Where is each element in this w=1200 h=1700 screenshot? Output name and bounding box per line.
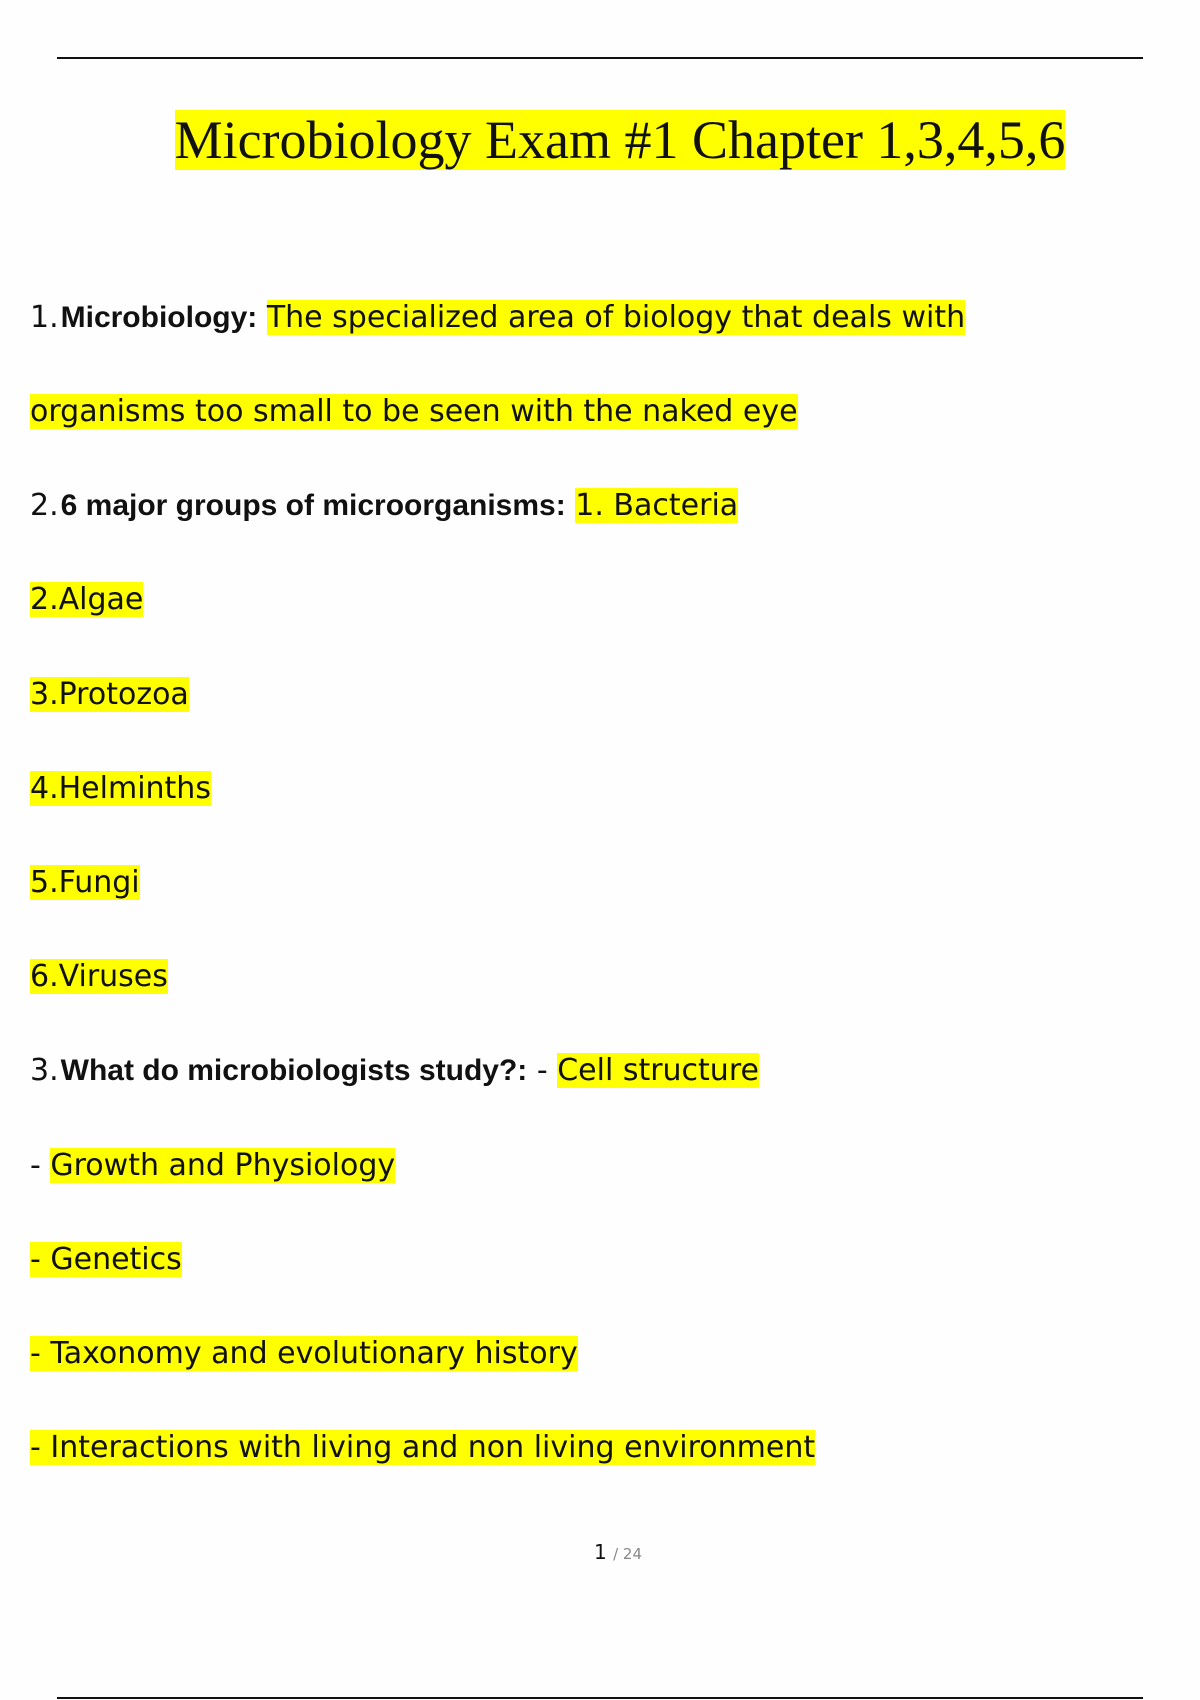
list-item: 5.Fungi bbox=[30, 865, 140, 900]
question-1 bbox=[30, 298, 965, 338]
question-number: 1. bbox=[30, 300, 59, 335]
list-item: - Genetics bbox=[30, 1242, 182, 1277]
answer-text: 1. Bacteria bbox=[575, 488, 739, 523]
top-rule bbox=[57, 57, 1143, 59]
question-term: Microbiology: bbox=[60, 301, 258, 334]
answer-continuation bbox=[30, 392, 798, 432]
page-number bbox=[0, 1540, 1200, 1564]
list-item: - Interactions with living and non living environment bbox=[30, 1430, 816, 1465]
page-title: Microbiology Exam #1 Chapter 1,3,4,5,6 bbox=[174, 110, 1066, 170]
bottom-rule bbox=[57, 1697, 1143, 1699]
question-2 bbox=[30, 486, 738, 526]
list-item: - Taxonomy and evolutionary history bbox=[30, 1336, 578, 1371]
list-item: 3.Protozoa bbox=[30, 677, 189, 712]
answer-text: The specialized area of biology that deals with bbox=[266, 300, 966, 335]
question-number: 3. bbox=[30, 1053, 59, 1088]
question-term: 6 major groups of microorganisms: bbox=[60, 489, 566, 522]
total-pages: / 24 bbox=[613, 1545, 642, 1563]
list-item: 6.Viruses bbox=[30, 959, 168, 994]
list-item: 4.Helminths bbox=[30, 771, 211, 806]
dash: - bbox=[536, 1053, 548, 1088]
current-page: 1 bbox=[593, 1540, 607, 1564]
question-number: 2. bbox=[30, 488, 59, 523]
answer-text: Cell structure bbox=[557, 1053, 759, 1088]
answer-text: organisms too small to be seen with the naked eye bbox=[30, 394, 798, 429]
question-term: What do microbiologists study?: bbox=[60, 1054, 528, 1087]
question-3 bbox=[30, 1051, 759, 1091]
list-item: 2.Algae bbox=[30, 582, 144, 617]
dash: - bbox=[30, 1148, 41, 1183]
list-item: - Growth and Physiology bbox=[30, 1148, 396, 1183]
